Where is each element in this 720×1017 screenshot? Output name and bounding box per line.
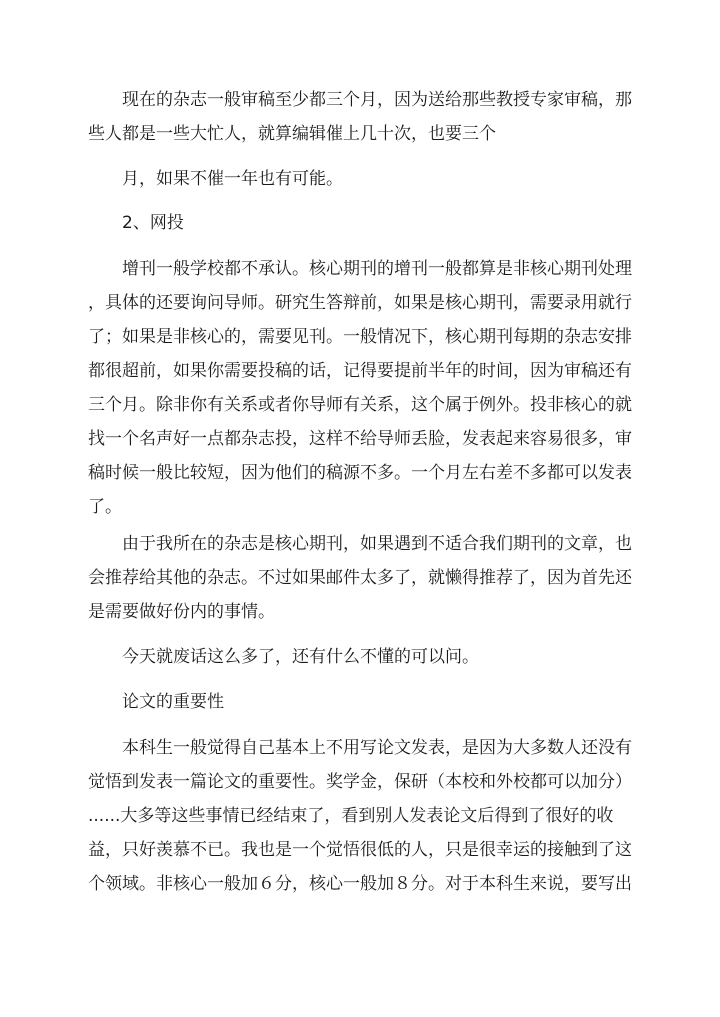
text-line: 了；如果是非核心的，需要见刊。一般情况下，核心期刊每期的杂志安排 bbox=[88, 327, 632, 347]
text-line: 益，只好羡慕不已。我也是一个觉悟很低的人，只是很幸运的接触到了这 bbox=[88, 840, 632, 860]
paragraph-closing bbox=[88, 640, 634, 674]
text-line: 些人都是一些大忙人，就算编辑催上几十次，也要三个 bbox=[88, 124, 496, 144]
text-line: 觉悟到发表一篇论文的重要性。奖学金，保研（本校和外校都可以加分） bbox=[88, 772, 632, 792]
text-line: 个领域。非核心一般加６分，核心一般加８分。对于本科生来说，要写出 bbox=[88, 874, 632, 894]
text-line: 会推荐给其他的杂志。不过如果邮件太多了，就懒得推荐了，因为首先还 bbox=[88, 568, 632, 588]
text-line: 论文的重要性 bbox=[88, 692, 224, 712]
text-line: 增刊一般学校都不承认。核心期刊的增刊一般都算是非核心期刊处理 bbox=[88, 259, 632, 279]
text-line: 了。 bbox=[88, 497, 122, 517]
text-line: ......大多等这些事情已经结束了，看到别人发表论文后得到了很好的收 bbox=[88, 806, 614, 826]
text-line: 现在的杂志一般审稿至少都三个月，因为送给那些教授专家审稿，那 bbox=[88, 90, 632, 110]
paragraph-core-journal bbox=[88, 527, 634, 629]
text-line: 本科生一般觉得自己基本上不用写论文发表，是因为大多数人还没有 bbox=[88, 738, 632, 758]
paragraph-review-continued bbox=[88, 162, 634, 196]
text-line: 找一个名声好一点都杂志投，这样不给导师丢脸，发表起来容易很多，审 bbox=[88, 429, 632, 449]
text-line: 都很超前，如果你需要投稿的话，记得要提前半年的时间，因为审稿还有 bbox=[88, 361, 632, 381]
text-line: 三个月。除非你有关系或者你导师有关系，这个属于例外。投非核心的就 bbox=[88, 395, 632, 415]
text-line: 今天就废话这么多了，还有什么不懂的可以问。 bbox=[88, 647, 479, 667]
paragraph-review-time bbox=[88, 83, 634, 151]
section-heading-online-submission bbox=[88, 206, 634, 240]
paragraph-supplement-issues bbox=[88, 252, 634, 524]
text-line: 是需要做好份内的事情。 bbox=[88, 602, 275, 622]
paragraph-undergraduate bbox=[88, 731, 634, 901]
section-heading-importance bbox=[88, 685, 634, 719]
text-line: 稿时候一般比较短，因为他们的稿源不多。一个月左右差不多都可以发表 bbox=[88, 463, 632, 483]
text-line: 2、网投 bbox=[88, 213, 184, 233]
text-line: ，具体的还要询问导师。研究生答辩前，如果是核心期刊，需要录用就行 bbox=[88, 293, 632, 313]
text-line: 月，如果不催一年也有可能。 bbox=[88, 169, 343, 189]
text-line: 由于我所在的杂志是核心期刊，如果遇到不适合我们期刊的文章，也 bbox=[88, 534, 632, 554]
